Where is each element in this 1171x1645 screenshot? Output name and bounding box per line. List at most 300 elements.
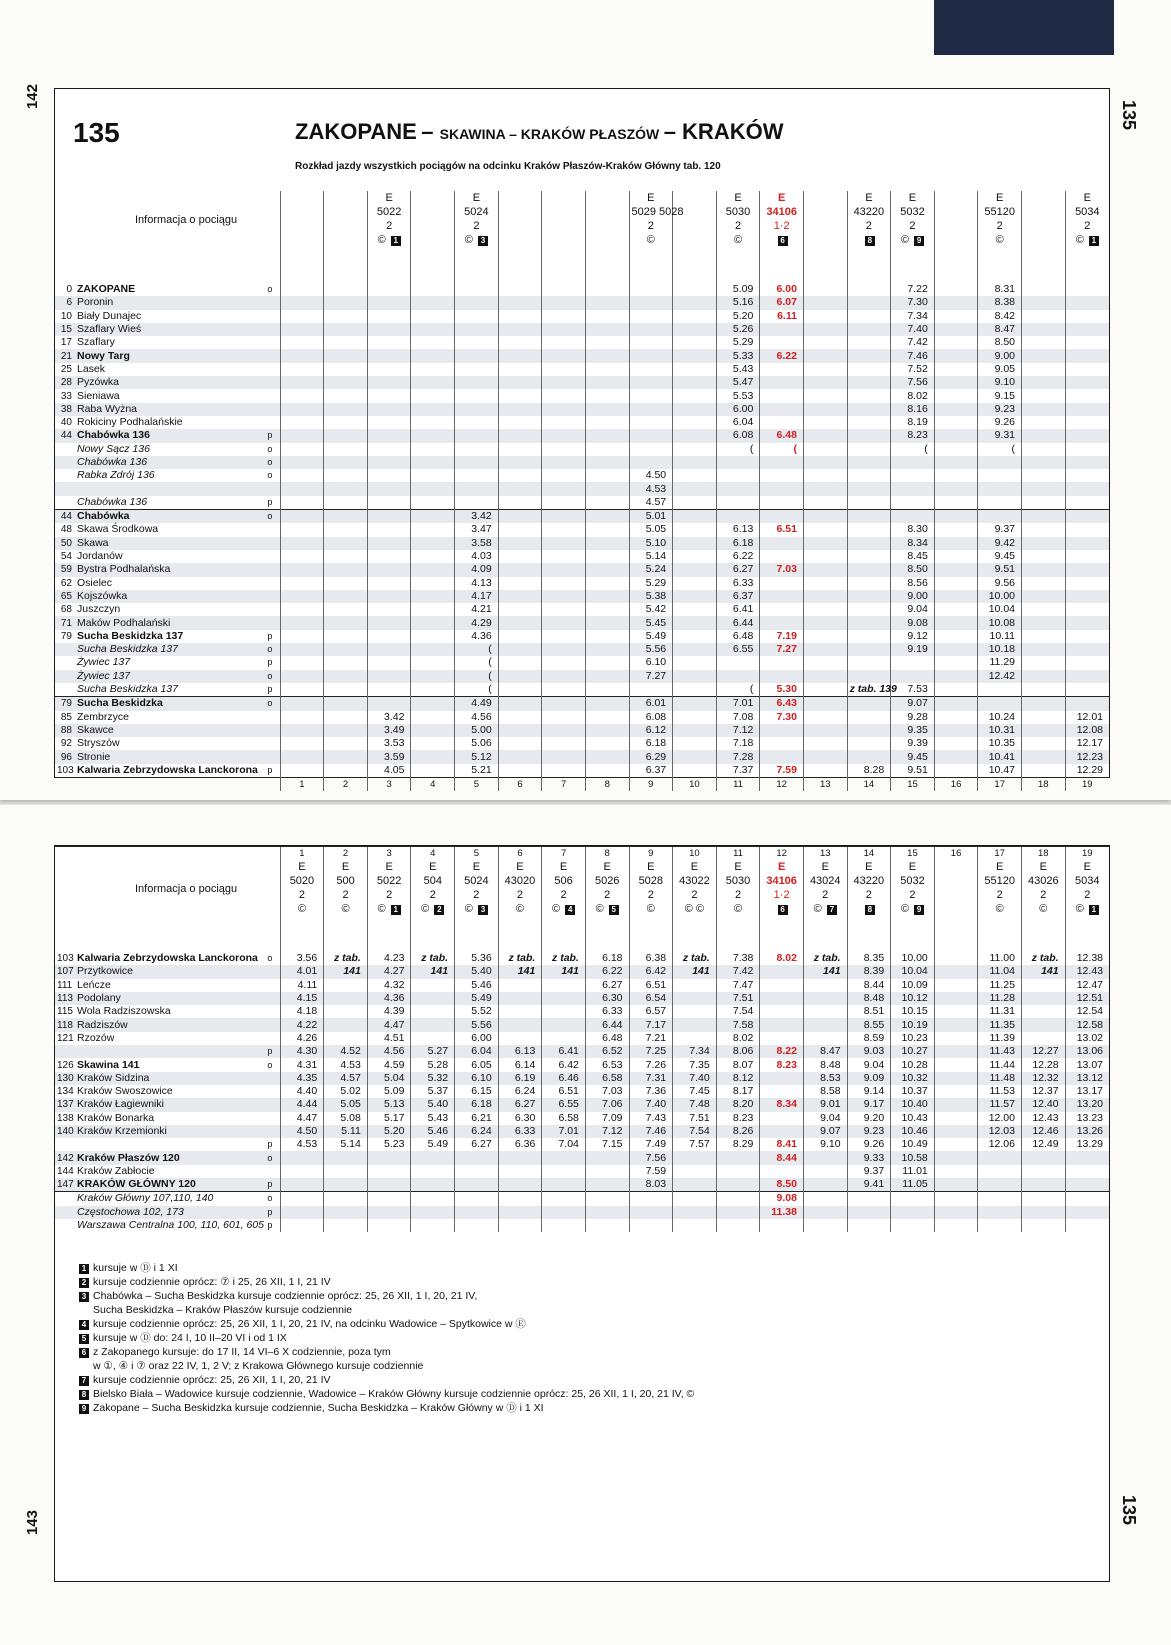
time-cell — [978, 456, 1022, 469]
station-name: Kraków Główny 107,110, 140 — [75, 1192, 260, 1206]
km-cell: 21 — [55, 349, 75, 362]
time-cell — [411, 469, 455, 482]
time-cell: 5.30 — [760, 683, 804, 697]
station-name: Raba Wyżna — [75, 403, 260, 416]
time-cell — [367, 550, 411, 563]
time-cell — [673, 577, 717, 590]
note-marker-icon: 1 — [391, 236, 401, 246]
time-cell — [934, 482, 978, 495]
time-cell — [542, 296, 586, 309]
time-cell: 6.58 — [542, 1112, 586, 1125]
time-cell — [1065, 336, 1109, 349]
time-cell — [411, 711, 455, 724]
time-cell — [716, 1178, 760, 1192]
time-cell: z tab. — [498, 952, 542, 965]
time-cell: 7.18 — [716, 737, 760, 750]
time-cell — [367, 456, 411, 469]
time-cell: 5.00 — [455, 724, 499, 737]
time-cell: 8.45 — [891, 550, 935, 563]
train-header — [455, 860, 499, 952]
time-cell: 6.42 — [542, 1058, 586, 1071]
column-number: 13 — [803, 777, 847, 791]
time-cell — [934, 1045, 978, 1058]
time-cell — [891, 1219, 935, 1232]
time-cell: 5.36 — [455, 952, 499, 965]
time-cell: 141 — [542, 965, 586, 978]
time-cell — [542, 711, 586, 724]
train-num: 43220 — [853, 875, 885, 887]
time-cell — [803, 482, 847, 495]
km-cell: 79 — [60, 630, 72, 642]
time-cell — [280, 389, 324, 402]
time-cell: 12.37 — [1021, 1085, 1065, 1098]
train-symbols: © — [995, 903, 1004, 915]
time-cell — [673, 1165, 717, 1178]
time-cell — [1065, 456, 1109, 469]
time-cell: 4.17 — [455, 590, 499, 603]
time-cell: 5.33 — [716, 349, 760, 362]
time-cell — [847, 510, 891, 524]
footnote-marker-icon: 5 — [79, 1334, 89, 1344]
train-num: 43026 — [1027, 875, 1059, 887]
time-cell — [934, 992, 978, 1005]
train-header — [847, 191, 891, 283]
station-name: Stryszów — [77, 737, 120, 750]
time-cell — [498, 403, 542, 416]
time-cell: 7.47 — [716, 979, 760, 992]
time-cell — [673, 349, 717, 362]
time-cell — [411, 1005, 455, 1018]
time-cell — [324, 496, 368, 510]
train-symbols: © — [1039, 903, 1048, 915]
time-cell — [324, 724, 368, 737]
table-row — [55, 443, 1109, 456]
time-cell — [847, 577, 891, 590]
time-cell — [324, 992, 368, 1005]
train-header — [847, 860, 891, 952]
column-number: 16 — [934, 847, 978, 861]
time-cell: 8.59 — [847, 1032, 891, 1045]
time-cell: 7.26 — [629, 1058, 673, 1071]
time-cell: 6.46 — [542, 1072, 586, 1085]
train-num: 34106 — [766, 206, 797, 218]
train-num: 5032 — [900, 206, 925, 218]
time-cell — [280, 537, 324, 550]
time-cell — [367, 469, 411, 482]
time-cell — [585, 603, 629, 616]
time-cell — [455, 443, 499, 456]
time-cell: 8.07 — [716, 1058, 760, 1071]
train-cls: 2 — [865, 220, 872, 232]
time-cell — [411, 537, 455, 550]
time-cell — [324, 429, 368, 442]
time-cell — [1022, 643, 1066, 656]
time-cell — [803, 697, 847, 711]
train-header — [1065, 860, 1109, 952]
time-cell: 4.53 — [629, 482, 673, 495]
time-cell: 12.08 — [1065, 724, 1109, 737]
time-cell — [673, 643, 717, 656]
time-cell — [760, 577, 804, 590]
time-cell — [280, 376, 324, 389]
train-num: 5034 — [1075, 206, 1100, 218]
time-cell — [367, 616, 411, 629]
time-cell — [411, 456, 455, 469]
table-row — [55, 724, 1109, 737]
time-cell — [760, 724, 804, 737]
time-cell — [673, 443, 717, 456]
time-cell — [934, 630, 978, 643]
arr-dep-marker — [260, 1098, 280, 1111]
time-cell: 10.31 — [978, 724, 1022, 737]
km-cell: 17 — [60, 337, 72, 349]
time-cell — [542, 523, 586, 536]
table-row — [55, 590, 1109, 603]
table-row — [55, 1045, 1109, 1058]
time-cell — [760, 992, 804, 1005]
time-cell — [716, 496, 760, 510]
time-cell — [585, 310, 629, 323]
station-name: Skawa Środkowa — [77, 523, 159, 536]
time-cell — [542, 1165, 586, 1178]
km-cell: 62 — [60, 577, 72, 589]
time-cell — [585, 550, 629, 563]
time-cell — [498, 310, 542, 323]
time-cell: 7.09 — [585, 1112, 629, 1125]
train-header — [716, 191, 760, 283]
arr-dep-marker — [260, 965, 280, 978]
note-marker-icon: 9 — [914, 905, 924, 915]
train-cat: E — [908, 861, 917, 873]
time-cell — [324, 510, 368, 524]
time-cell — [760, 389, 804, 402]
table-row — [55, 469, 1109, 482]
train-symbols — [850, 902, 889, 916]
time-cell: 4.56 — [455, 711, 499, 724]
arr-dep-marker: p — [267, 630, 273, 641]
time-cell — [803, 711, 847, 724]
time-cell — [803, 750, 847, 763]
time-cell — [1065, 683, 1109, 697]
time-cell — [498, 1219, 542, 1232]
time-cell: 11.35 — [978, 1018, 1022, 1031]
note-marker-icon: 4 — [565, 905, 575, 915]
station-name: Wola Radziszowska — [77, 1005, 171, 1018]
time-cell — [542, 1032, 586, 1045]
time-cell — [324, 537, 368, 550]
column-number: 16 — [934, 777, 978, 791]
time-cell — [455, 496, 499, 510]
time-cell — [673, 724, 717, 737]
time-cell — [847, 389, 891, 402]
time-cell — [498, 577, 542, 590]
time-cell — [1021, 1178, 1065, 1192]
time-cell — [847, 296, 891, 309]
time-cell — [585, 510, 629, 524]
time-cell — [847, 737, 891, 750]
time-cell: 5.26 — [716, 323, 760, 336]
time-cell — [498, 683, 542, 697]
time-cell: 11.39 — [978, 1032, 1022, 1045]
time-cell — [673, 1178, 717, 1192]
footnote — [77, 1387, 694, 1401]
column-number: 14 — [847, 777, 891, 791]
time-cell — [1065, 429, 1109, 442]
time-cell — [498, 697, 542, 711]
time-cell: 4.32 — [367, 979, 411, 992]
time-cell — [367, 403, 411, 416]
time-cell — [803, 1018, 847, 1031]
time-cell — [934, 1151, 978, 1164]
time-cell — [542, 992, 586, 1005]
time-cell — [411, 510, 455, 524]
time-cell — [934, 656, 978, 669]
time-cell: 4.36 — [367, 992, 411, 1005]
time-cell — [803, 992, 847, 1005]
time-cell — [934, 416, 978, 429]
column-number: 13 — [803, 847, 847, 861]
time-cell: 11.29 — [978, 656, 1022, 669]
train-cls: 2 — [429, 889, 436, 901]
time-cell — [1065, 469, 1109, 482]
train-cls — [588, 219, 627, 233]
time-cell — [847, 456, 891, 469]
time-cell — [542, 283, 586, 296]
time-cell: 6.51 — [760, 523, 804, 536]
time-cell: 13.06 — [1065, 1045, 1109, 1058]
time-cell: 9.03 — [847, 1045, 891, 1058]
time-cell: 12.42 — [978, 670, 1022, 683]
time-cell — [1021, 1165, 1065, 1178]
time-cell — [498, 1005, 542, 1018]
time-cell — [367, 1178, 411, 1192]
time-cell — [585, 523, 629, 536]
train-cls: 2 — [734, 220, 742, 232]
time-cell: 6.33 — [585, 1005, 629, 1018]
time-cell — [934, 1085, 978, 1098]
station-name: Podolany — [75, 992, 260, 1005]
time-cell — [673, 482, 717, 495]
time-cell: 4.53 — [324, 1058, 368, 1071]
time-cell — [760, 336, 804, 349]
time-cell — [367, 563, 411, 576]
footnote-text: kursuje w Ⓓ i 1 XI — [93, 1262, 178, 1274]
time-cell — [673, 523, 717, 536]
time-cell — [498, 537, 542, 550]
time-cell: 7.43 — [629, 1112, 673, 1125]
train-cat — [326, 191, 365, 205]
time-cell: 8.50 — [978, 336, 1022, 349]
time-cell — [1022, 496, 1066, 510]
time-cell: 7.27 — [629, 670, 673, 683]
note-marker-icon: 3 — [478, 236, 488, 246]
time-cell: 9.07 — [891, 697, 935, 711]
info-label: Informacja o pociągu — [135, 883, 238, 895]
train-header — [411, 860, 455, 952]
time-cell — [455, 456, 499, 469]
time-cell: 6.00 — [716, 403, 760, 416]
time-cell — [324, 697, 368, 711]
train-header — [280, 191, 324, 283]
time-cell — [498, 349, 542, 362]
station-name: Skawce — [75, 724, 260, 737]
time-cell — [498, 724, 542, 737]
time-cell — [498, 429, 542, 442]
time-cell: 11.31 — [978, 1005, 1022, 1018]
note-marker-icon: 1 — [1089, 905, 1099, 915]
time-cell — [585, 1178, 629, 1192]
footnote-text: kursuje codziennie oprócz: ⑦ i 25, 26 XII, 1 I, 21 IV — [93, 1276, 331, 1288]
train-num: 500 — [336, 875, 355, 887]
time-cell — [585, 482, 629, 495]
time-cell: ( — [455, 670, 499, 683]
arr-dep-marker: o — [267, 443, 273, 454]
footnote-marker-icon: 6 — [79, 1348, 89, 1358]
time-cell — [629, 456, 673, 469]
km-cell: 88 — [55, 724, 75, 737]
arr-dep-marker — [260, 750, 280, 763]
time-cell — [411, 296, 455, 309]
time-cell: z tab. — [673, 952, 717, 965]
km-cell — [55, 656, 75, 669]
time-cell: z tab. — [542, 952, 586, 965]
arr-dep-marker: o — [267, 470, 273, 481]
train-cls: 2 — [996, 889, 1003, 901]
time-cell — [280, 349, 324, 362]
time-cell — [1065, 643, 1109, 656]
time-cell — [542, 389, 586, 402]
time-cell — [324, 979, 368, 992]
time-cell: 4.22 — [280, 1018, 324, 1031]
time-cell: 6.51 — [542, 1085, 586, 1098]
time-cell — [542, 656, 586, 669]
train-cls: 2 — [647, 220, 654, 232]
time-cell: 5.12 — [455, 750, 499, 763]
footnote — [77, 1261, 694, 1275]
time-cell: 5.09 — [367, 1085, 411, 1098]
station-name: Warszawa Centralna 100, 110, 601, 605 — [77, 1219, 264, 1232]
km-cell — [55, 1219, 75, 1232]
time-cell — [542, 496, 586, 510]
time-cell — [367, 1206, 411, 1219]
time-cell: 6.24 — [455, 1125, 499, 1138]
time-cell — [542, 1192, 586, 1206]
time-cell — [542, 310, 586, 323]
time-cell — [760, 363, 804, 376]
train-symbols: © — [733, 234, 743, 246]
time-cell: 8.56 — [891, 577, 935, 590]
time-cell — [324, 737, 368, 750]
time-cell — [803, 590, 847, 603]
footnote-marker-icon: 1 — [79, 1264, 89, 1274]
time-cell — [934, 1005, 978, 1018]
time-cell: 5.46 — [411, 1125, 455, 1138]
time-cell — [542, 1219, 586, 1232]
time-cell — [585, 590, 629, 603]
km-cell: 6 — [55, 296, 75, 309]
time-cell — [280, 510, 324, 524]
time-cell — [542, 416, 586, 429]
time-cell: 7.01 — [542, 1125, 586, 1138]
time-cell — [847, 482, 891, 495]
title-origin: ZAKOPANE — [295, 119, 417, 144]
time-cell — [455, 349, 499, 362]
km-cell: 65 — [55, 590, 75, 603]
time-cell — [1065, 550, 1109, 563]
time-cell: 7.54 — [716, 1005, 760, 1018]
time-cell — [847, 376, 891, 389]
time-cell — [803, 1192, 847, 1206]
station-name: Kraków Płaszów 120 — [75, 1151, 260, 1164]
time-cell — [673, 310, 717, 323]
time-cell: 5.49 — [411, 1138, 455, 1151]
time-cell — [585, 389, 629, 402]
time-cell — [760, 1085, 804, 1098]
time-cell: 11.00 — [978, 952, 1022, 965]
km-cell: 137 — [57, 1099, 74, 1111]
train-header — [803, 860, 847, 952]
time-cell: 8.19 — [891, 416, 935, 429]
time-cell: 7.53 — [891, 683, 935, 697]
time-cell — [629, 1219, 673, 1232]
time-cell — [934, 550, 978, 563]
footnote-text: Zakopane – Sucha Beskidzka kursuje codziennie, Sucha Beskidzka – Kraków Główny w Ⓓ i 1 XI — [93, 1402, 544, 1414]
time-cell: 4.59 — [367, 1058, 411, 1071]
time-cell: 4.40 — [280, 1085, 324, 1098]
time-cell — [803, 1005, 847, 1018]
time-cell — [847, 310, 891, 323]
station-name: Lasek — [77, 362, 106, 375]
time-cell: 8.31 — [978, 283, 1022, 296]
time-cell — [280, 724, 324, 737]
time-cell — [542, 550, 586, 563]
station-name: Skawa — [75, 537, 260, 550]
time-cell: 7.28 — [716, 750, 760, 763]
time-cell: 5.42 — [629, 603, 673, 616]
train-cls — [1024, 219, 1063, 233]
time-cell: 6.27 — [455, 1138, 499, 1151]
time-cell: 9.10 — [978, 376, 1022, 389]
time-cell: 141 — [673, 965, 717, 978]
arr-dep-marker — [260, 523, 280, 536]
time-cell — [673, 283, 717, 296]
time-cell — [1022, 603, 1066, 616]
station-name — [75, 482, 260, 495]
time-cell: 12.03 — [978, 1125, 1022, 1138]
time-cell — [847, 697, 891, 711]
time-cell: 7.40 — [891, 323, 935, 336]
time-cell: 6.57 — [629, 1005, 673, 1018]
time-cell — [1022, 737, 1066, 750]
time-cell: 13.02 — [1065, 1032, 1109, 1045]
arr-dep-marker — [260, 979, 280, 992]
time-cell: 6.21 — [455, 1112, 499, 1125]
time-cell: ( — [891, 443, 935, 456]
time-cell: 10.18 — [978, 643, 1022, 656]
time-cell — [934, 750, 978, 763]
time-cell — [542, 683, 586, 697]
time-cell — [498, 603, 542, 616]
time-cell — [803, 603, 847, 616]
train-num — [1024, 205, 1063, 219]
km-cell — [55, 670, 75, 683]
time-cell: 7.48 — [673, 1098, 717, 1111]
train-symbols: © 3 — [457, 233, 496, 247]
time-cell — [934, 643, 978, 656]
time-cell — [760, 1005, 804, 1018]
time-cell: 4.03 — [455, 550, 499, 563]
time-cell — [891, 1206, 935, 1219]
